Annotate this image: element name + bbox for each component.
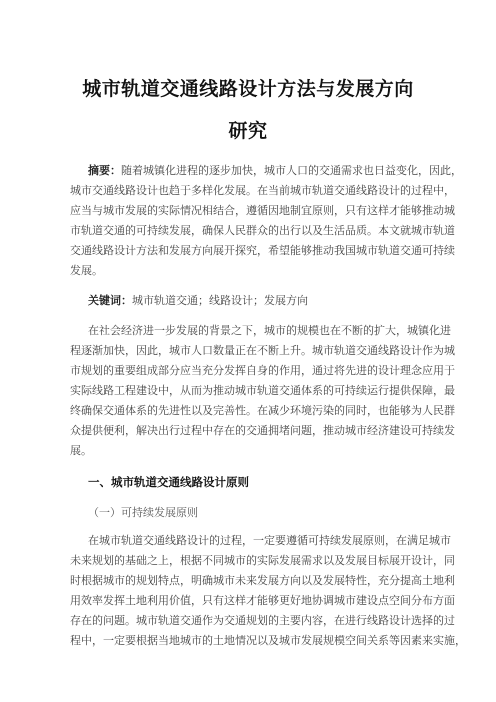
abstract-line: 城市交通线路设计也趋于多样化发展。在当前城市轨道交通线路设计的过程中，: [70, 184, 455, 197]
document-title-line-1: 城市轨道交通线路设计方法与发展方向: [82, 78, 414, 100]
abstract-line: 应当与城市发展的实际情况相结合，遵循因地制宜原则，只有这样才能够推动城: [70, 204, 455, 217]
abstract-label: 摘要：: [88, 164, 121, 177]
body-line: 在城市轨道交通线路设计的过程，一定要遵循可持续发展原则，在满足城市: [88, 534, 451, 547]
intro-line: 在社会经济进一步发展的背景之下，城市的规模也在不断的扩大，城镇化进: [88, 324, 451, 337]
body-line: 程中，一定要根据当地城市的土地情况以及城市发展规模空间关系等因素来实施，: [70, 634, 466, 647]
intro-line: 展。: [70, 444, 92, 457]
intro-line: 终确保交通体系的先进性以及完善性。在减少环境污染的同时，也能够为人民群: [70, 404, 455, 417]
intro-line: 程逐渐加快，因此，城市人口数量正在不断上升。城市轨道交通线路设计作为城: [70, 344, 455, 357]
keywords-text: 城市轨道交通；线路设计；发展方向: [132, 294, 308, 307]
body-line: 未来规划的基础之上，根据不同城市的实际发展需求以及发展目标展开设计，同: [70, 554, 455, 567]
body-line: 时根据城市的规划特点，明确城市未来发展方向以及发展特性，充分提高土地利: [70, 574, 455, 587]
section-heading: 一、城市轨道交通线路设计原则: [88, 475, 249, 489]
subsection-heading: （一）可持续发展原则: [88, 506, 198, 519]
abstract-text: 随着城镇化进程的逐步加快，城市人口的交通需求也日益变化，因此，: [121, 164, 462, 177]
intro-line: 市规划的重要组成部分应当充分发挥自身的作用，通过将先进的设计理念应用于: [70, 364, 455, 377]
abstract-line: 发展。: [70, 264, 103, 277]
intro-line: 众提供便利，解决出行过程中存在的交通拥堵问题，推动城市经济建设可持续发: [70, 424, 455, 437]
keywords-line: [88, 294, 308, 308]
body-line: 用效率发挥土地利用价值，只有这样才能够更好地协调城市建设点空间分布方面: [70, 594, 455, 607]
body-line: 存在的问题。城市轨道交通作为交通规划的主要内容，在进行线路设计选择的过: [70, 614, 455, 627]
document-title-line-2: 研究: [228, 120, 268, 142]
abstract-line: 交通线路设计方法和发展方向展开探究，希望能够推动我国城市轨道交通可持续: [70, 244, 455, 257]
keywords-label: 关键词：: [88, 294, 132, 307]
abstract-line: [88, 164, 462, 178]
intro-line: 实际线路工程建设中，从而为推动城市轨道交通体系的可持续运行提供保障，最: [70, 384, 455, 397]
abstract-line: 市轨道交通的可持续发展，确保人民群众的出行以及生活品质。本文就城市轨道: [70, 224, 455, 237]
